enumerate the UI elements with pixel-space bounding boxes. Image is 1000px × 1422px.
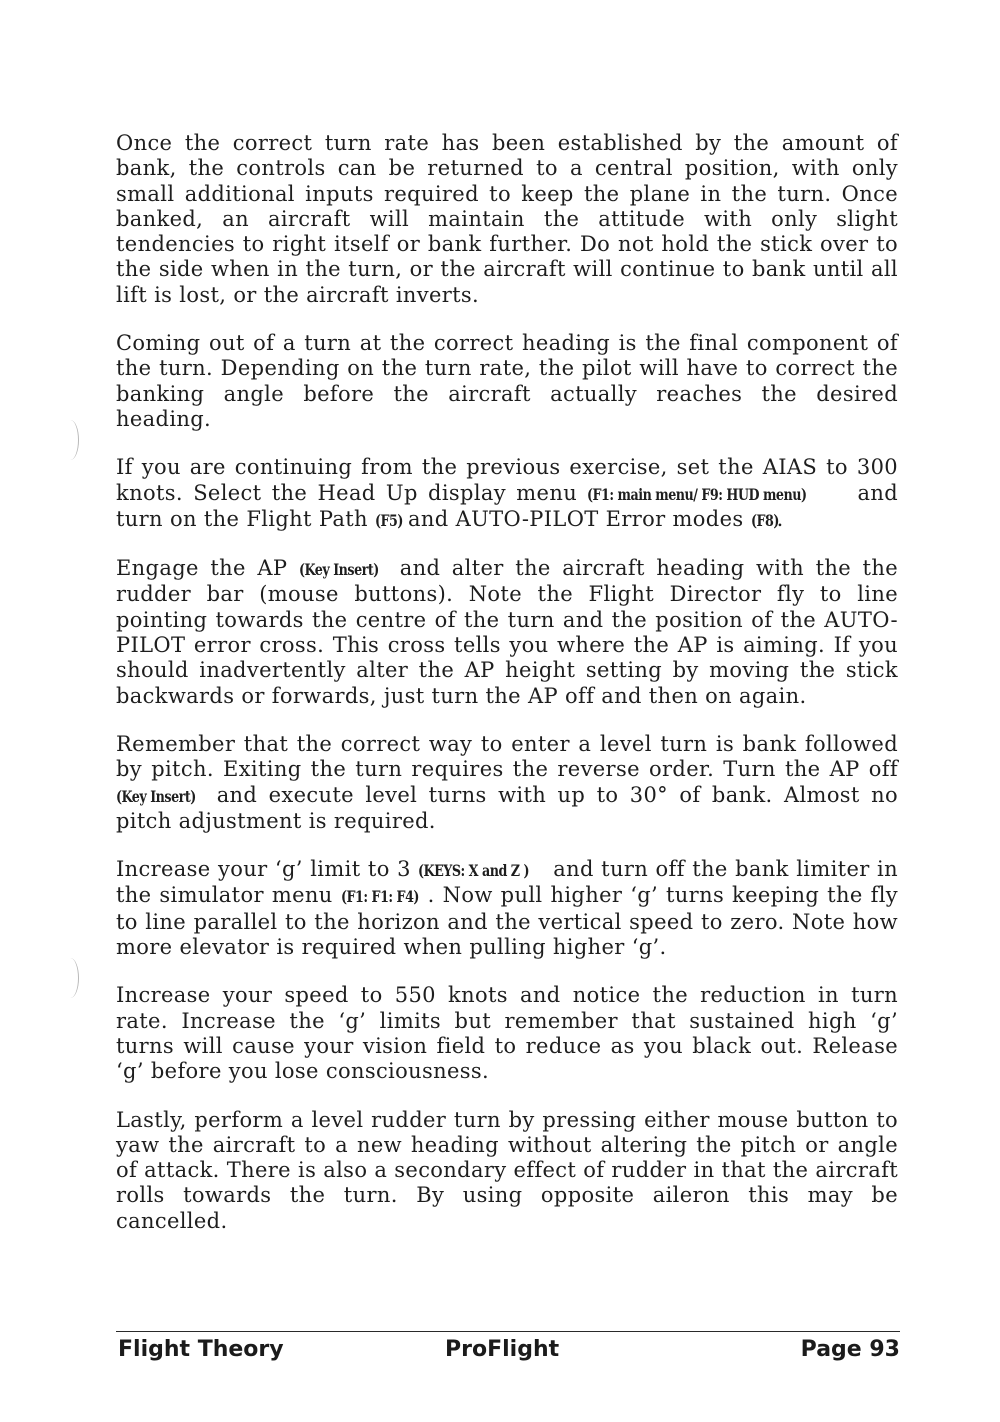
key-shortcut: (F1: F1: F4): [340, 887, 419, 907]
footer-section-title: Flight Theory: [118, 1337, 284, 1362]
paragraph-text: and execute level turns with up to 30° of bank. Almost no pitch adjustment is required.: [116, 782, 898, 833]
paragraph-text: Remember that the correct way to enter a level turn is bank followed by pitch. Exiting the turn requires the reverse order. Turn the AP off: [116, 731, 898, 782]
body-paragraph: [116, 556, 898, 709]
key-shortcut: (Key Insert): [116, 786, 196, 806]
body-paragraph: [116, 1108, 898, 1234]
binding-hole-mark: [62, 420, 79, 460]
key-shortcut: (Key Insert): [298, 560, 379, 580]
paragraph-text: and alter the aircraft heading with the the rudder bar (mouse buttons). Note the Flight Director fly to line pointing towards the centre of the turn and the position of the AUTO-PILOT error cross. This cross tells you where the AP is aiming. If you should inadvertently alter the AP height setting by moving the stick backwards or forwards, just turn the AP off and then on again.: [116, 556, 898, 708]
key-shortcut: (F8): [750, 510, 779, 530]
paragraph-text: and turn off the bank limiter in the simulator menu: [116, 857, 898, 908]
paragraph-text: .: [776, 506, 784, 531]
paragraph-text: Engage the AP: [116, 556, 299, 581]
footer-rule: [116, 1331, 900, 1332]
paragraph-text: Increase your speed to 550 knots and notice the reduction in turn rate. Increase the ‘g’ limits but remember that sustained high ‘g’ turns will cause your vision field to reduce as you black out. Release ‘g’ before you lose consciousness.: [116, 983, 898, 1084]
key-shortcut: (F1: main menu/ F9: HUD menu): [587, 484, 807, 504]
binding-hole-mark: [62, 958, 79, 998]
paragraph-text: Lastly, perform a level rudder turn by pressing either mouse button to yaw the aircraft to a new heading without altering the pitch or angle of attack. There is also a secondary effect of rudder in that the aircraft rolls towards the turn. By using opposite aileron this may be cancelled.: [116, 1107, 898, 1233]
key-shortcut: (KEYS: X and Z ): [418, 861, 530, 881]
paragraph-text: If you are continuing from the previous exercise, set the AIAS to 300 knots. Select the Head Up display menu: [116, 455, 898, 505]
paragraph-text: Coming out of a turn at the correct heading is the final component of the turn. Depending on the turn rate, the pilot will have to correct the banking angle before the aircraft actually reaches the desired heading.: [116, 331, 898, 431]
body-paragraph: [116, 455, 898, 533]
body-text: [116, 131, 898, 1257]
body-paragraph: [116, 983, 898, 1084]
body-paragraph: [116, 131, 898, 308]
paragraph-text: and AUTO-PILOT Error modes: [401, 506, 751, 531]
paragraph-text: Once the correct turn rate has been established by the amount of bank, the controls can be returned to a central position, with only small additional inputs required to keep the plane in the turn. Once banked, an aircraft will maintain the attitude with only slight tendencies to right itself or bank further. Do not hold the stick over to the side when in the turn, or the aircraft will continue to bank until all lift is lost, or the aircraft inverts.: [116, 131, 898, 307]
body-paragraph: [116, 331, 898, 432]
paragraph-text: and turn on the Flight Path: [116, 480, 898, 531]
footer-product-name: ProFlight: [445, 1337, 560, 1362]
paragraph-text: . Now pull higher ‘g’ turns keeping the fly to line parallel to the horizon and the vertical speed to zero. Note how more elevator is required when pulling higher ‘g’.: [116, 883, 898, 960]
key-shortcut: (F5): [374, 510, 403, 530]
body-paragraph: [116, 732, 898, 834]
paragraph-text: Increase your ‘g’ limit to 3: [116, 857, 419, 882]
body-paragraph: [116, 857, 898, 960]
footer-page-number: Page 93: [800, 1337, 900, 1362]
